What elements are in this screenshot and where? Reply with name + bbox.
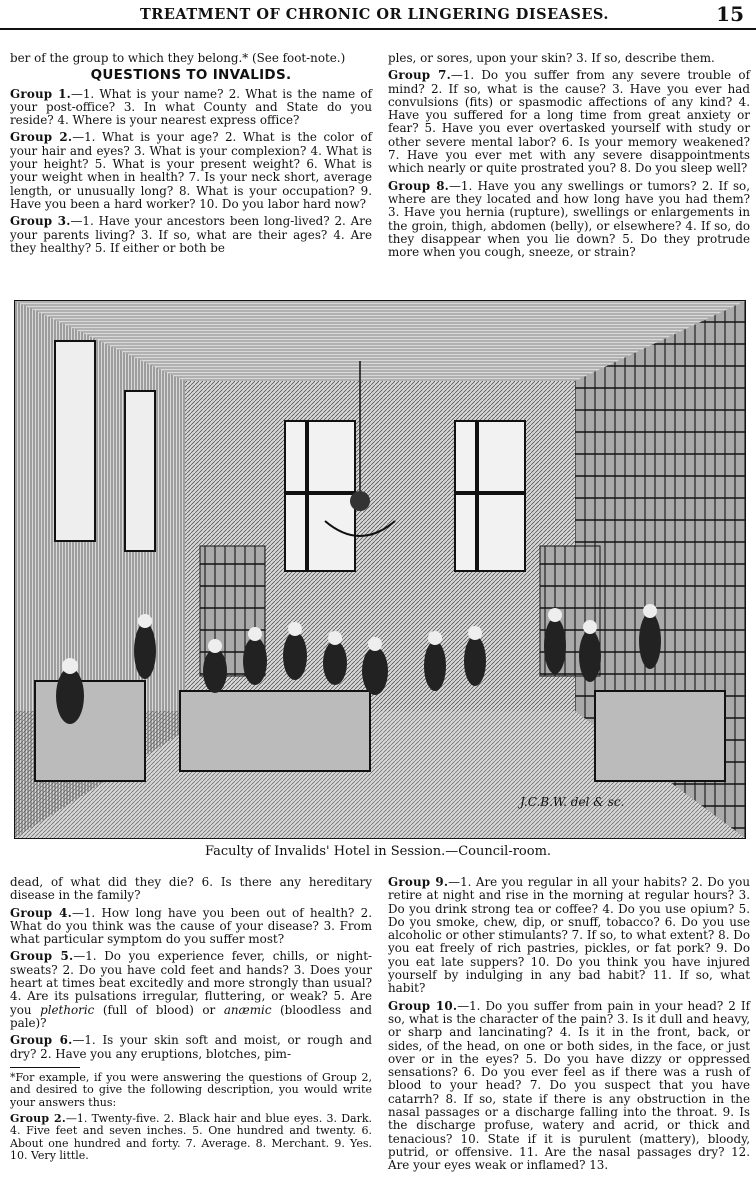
header-title: TREATMENT OF CHRONIC OR LINGERING DISEASES. <box>140 6 609 23</box>
question-group-8 <box>388 180 750 260</box>
group-text: —1. Have you any swellings or tumors? 2. If so, where are they located and how long have you had them? 3. Have you hernia (rupture), swellings or enlargements in the groin, thigh, abdomen (belly), or elsewhere? 4. If so, do they disappear when you lie down? 5. Do they protrude more when you cough, sneeze, or strain? <box>388 178 750 260</box>
group-label: Group 2. <box>10 130 73 145</box>
footnote-example <box>10 1113 372 1163</box>
group-text: —1. Do you suffer from pain in your head? 2 If so, what is the character of the pain? 3. Is it dull and heavy, or sharp and lancinating? 4. Is it in the front, back, or sides, of the head, on one or both sides, in the face, or just over or in the eyes? 5. Do you have dizzy or oppressed sensations? 6. Do you ever feel as if there was a rush of blood to your head? 7. Do you suspect that you have catarrh? 8. If so, state if there is any obstruction in the nasal passages or a discharge falling into the throat. 9. Is the discharge profuse, watery and acrid, or thick and tenacious? 10. State if it is purulent (mattery), bloody, putrid, or offensive. 11. Are the nasal passages dry? 12. Are your eyes weak or inflamed? 13. <box>388 998 750 1173</box>
running-header <box>0 0 756 30</box>
council-room-engraving <box>14 300 746 839</box>
group-text: —1. Are you regular in all your habits? 2. Do you retire at night and rise in the morning at regular hours? 3. Do you drink strong tea or coffee? 4. Do you use opium? 5. Do you smoke, chew, dip, or snuff, tobacco? 6. Do you use alcoholic or other stimulants? 7. If so, to what extent? 8. Do you eat freely of rich pastries, pickles, or fat pork? 9. Do you eat late suppers? 10. Do you think you have injured yourself by indulging in any bad habit? 11. If so, what habit? <box>388 875 750 996</box>
question-group-5 <box>10 950 372 1030</box>
group-text: —1. What is your age? 2. What is the color of your hair and eyes? 3. What is your complexion? 4. What is your height? 5. What is your present weight? 6. What is your weight when in health? 7. Is your neck short, average length, or unusually long? 8. What is your occupation? 9. Have you been a hard worker? 10. Do you labor hard now? <box>10 130 372 211</box>
group-label: Group 3. <box>10 214 71 229</box>
group-label: Group 8. <box>388 178 450 193</box>
footnote-rule <box>10 1067 80 1068</box>
question-group-3 <box>10 215 372 255</box>
top-right-column <box>388 52 750 263</box>
group-label: Group 1. <box>10 86 71 101</box>
group-label: Group 10. <box>388 998 458 1013</box>
question-group-7 <box>388 69 750 175</box>
group-label: Group 6. <box>10 1033 73 1048</box>
question-group-2 <box>10 131 372 211</box>
continued-text: ber of the group to which they belong.* (See foot-note.) <box>10 51 346 65</box>
group-text: —1. Have your ancestors been long-lived? 2. Are your parents living? 3. If so, what are their ages? 4. Are they healthy? 5. If either or both be <box>10 214 372 255</box>
question-group-4 <box>10 907 372 947</box>
question-group-1 <box>10 88 372 128</box>
plethoric-term: plethoric <box>40 1002 95 1017</box>
bottom-left-column <box>10 876 372 1167</box>
continued-text: dead, of what did they die? 6. Is there any hereditary disease in the family? <box>10 875 372 903</box>
illustration-caption: Faculty of Invalids' Hotel in Session.—Council-room. <box>204 844 552 859</box>
bottom-right-column <box>388 876 750 1177</box>
group-label: Group 4. <box>10 905 72 920</box>
section-heading: QUESTIONS TO INVALIDS. <box>90 67 292 84</box>
group-text: —1. Twenty-five. 2. Black hair and blue eyes. 3. Dark. 4. Five feet and seven inches. 5. One hundred and twenty. 6. About one hundred and forty. 7. Average. 8. Merchant. 9. Yes. 10. Very little. <box>10 1112 373 1163</box>
engraver-signature: J.C.B.W. del & sc. <box>520 795 625 809</box>
group-text: —1. How long have you been out of health? 2. What do you think was the cause of your disease? 3. From what particular symptom do you suffer most? <box>10 905 372 947</box>
group-label: Group 9. <box>388 875 449 889</box>
top-left-column <box>10 52 372 259</box>
group-text: —1. Do you experience fever, chills, or night-sweats? 2. Do you have cold feet and hands? 3. Does your heart at times beat excitedly and more strongly than usual? 4. Are its pulsations irregular, fluttering, or weak? 5. Are you <box>10 949 372 1017</box>
group-label: Group 2. <box>10 1112 66 1126</box>
group-text: —1. Is your skin soft and moist, or rough and dry? 2. Have you any eruptions, blotches, pim- <box>10 1033 372 1061</box>
group-label: Group 5. <box>10 949 74 964</box>
group-text: —1. Do you suffer from any severe trouble of mind? 2. If so, what is the cause? 3. Have you ever had convulsions (fits) or spasmodic affections of any kind? 4. Have you suffered for a long time from great anxiety or fear? 5. Have you ever overtasked yourself with study or other severe mental labor? 6. Is your memory weakened? 7. Have you ever met with any severe disappointments which nearly or quite prostrated you? 8. Do you sleep well? <box>388 68 750 176</box>
question-group-10 <box>388 1000 750 1173</box>
anaemic-term: anæmic <box>223 1002 272 1017</box>
question-group-6 <box>10 1034 372 1061</box>
group-label: Group 7. <box>388 68 451 83</box>
engraving-image <box>15 301 745 838</box>
continued-text: ples, or sores, upon your skin? 3. If so, describe them. <box>388 51 715 65</box>
question-group-9 <box>388 876 750 996</box>
group-text: (bloodless and pale)? <box>10 1002 372 1030</box>
footnote: *For example, if you were answering the questions of Group 2, and desired to give the following description, you would write your answers thus: <box>10 1070 372 1109</box>
group-text: (full of blood) or <box>94 1002 224 1017</box>
group-text: —1. What is your name? 2. What is the name of your post-office? 3. In what County and State do you reside? 4. Where is your nearest express office? <box>10 86 372 128</box>
page-number: 15 <box>716 2 744 26</box>
